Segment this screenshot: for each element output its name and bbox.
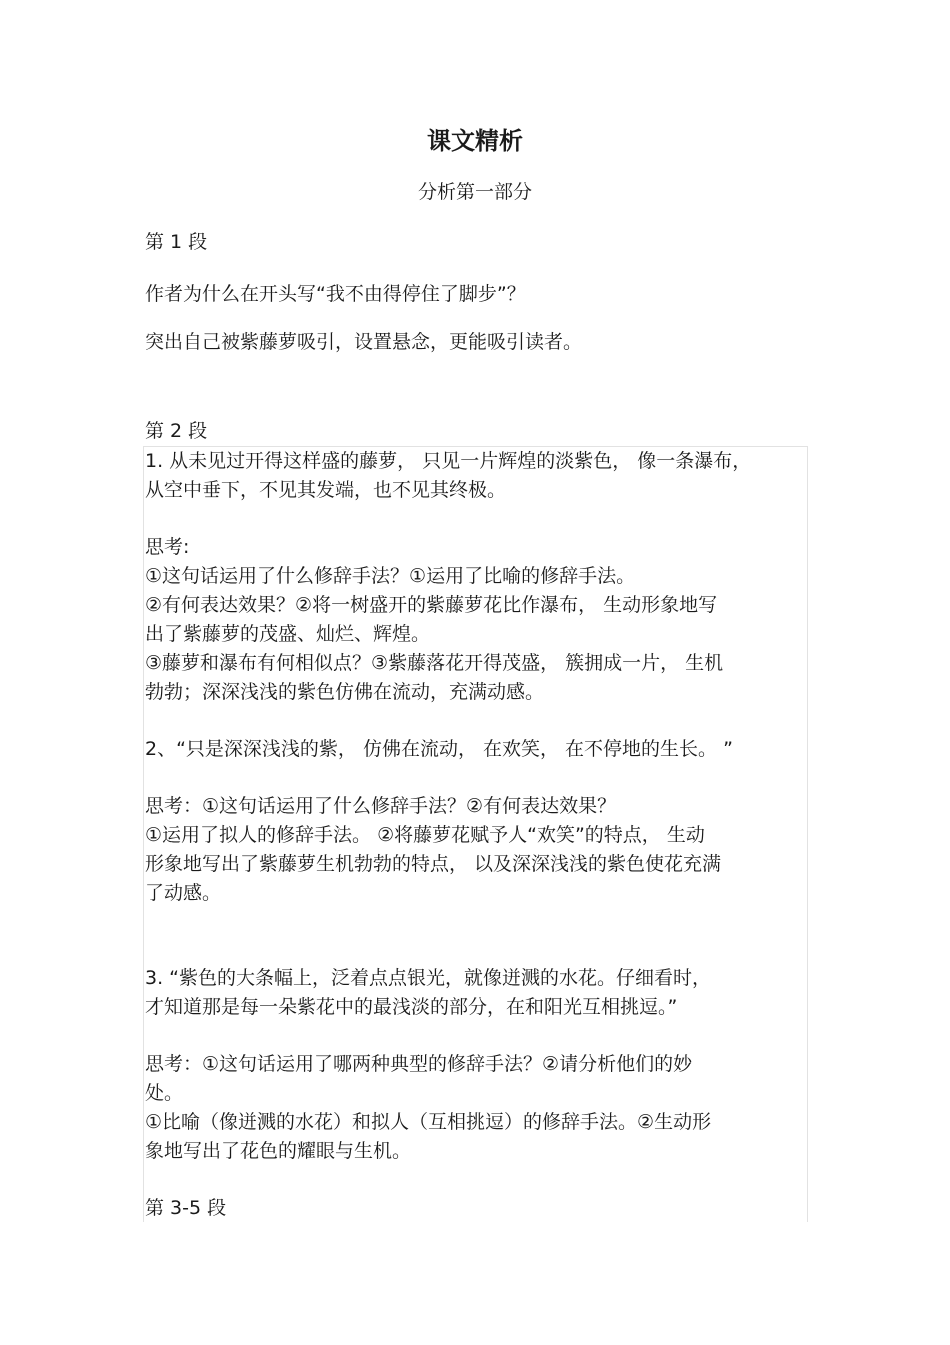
text-line: 形象地写出了紫藤萝生机勃勃的特点， 以及深深浅浅的紫色使花充满 <box>145 853 722 875</box>
text-line: ①比喻（像迸溅的水花）和拟人（互相挑逗）的修辞手法。②生动形 <box>145 1111 712 1133</box>
paragraph-1-answer: 突出自己被紫藤萝吸引，设置悬念，更能吸引读者。 <box>145 331 583 353</box>
text-line: 处。 <box>145 1082 184 1104</box>
text-line: ②有何表达效果？②将一树盛开的紫藤萝花比作瀑布， 生动形象地写 <box>145 594 718 616</box>
text-line: 出了紫藤萝的茂盛、灿烂、辉煌。 <box>145 623 431 645</box>
text-line: 从空中垂下，不见其发端，也不见其终极。 <box>145 479 507 501</box>
section-subtitle: 分析第一部分 <box>417 181 532 203</box>
text-line: 勃勃；深深浅浅的紫色仿佛在流动，充满动感。 <box>145 681 545 703</box>
text-line: 象地写出了花色的耀眼与生机。 <box>145 1140 412 1162</box>
text-line: 了动感。 <box>145 882 222 904</box>
text-line: 思考：①这句话运用了哪两种典型的修辞手法？②请分析他们的妙 <box>145 1053 693 1075</box>
paragraph-2-heading: 第 2 段 <box>145 420 208 442</box>
text-line: 1. 从未见过开得这样盛的藤萝， 只见一片辉煌的淡紫色， 像一条瀑布， <box>145 450 752 472</box>
text-line: 2、“只是深深浅浅的紫， 仿佛在流动， 在欢笑， 在不停地的生长。 ” <box>145 738 733 760</box>
text-line: ①这句话运用了什么修辞手法？①运用了比喻的修辞手法。 <box>145 565 636 587</box>
text-line: ①运用了拟人的修辞手法。 ②将藤萝花赋予人“欢笑”的特点， 生动 <box>145 824 705 846</box>
text-line: 才知道那是每一朵紫花中的最浅淡的部分，在和阳光互相挑逗。” <box>145 996 678 1018</box>
paragraph-1-heading: 第 1 段 <box>145 231 208 253</box>
text-line: 3. “紫色的大条幅上，泛着点点银光，就像迸溅的水花。仔细看时， <box>145 967 712 989</box>
text-line: 思考: <box>145 536 190 558</box>
page-title: 课文精析 <box>427 127 523 155</box>
text-line: 思考：①这句话运用了什么修辞手法？②有何表达效果？ <box>145 795 617 817</box>
paragraph-1-question: 作者为什么在开头写“我不由得停住了脚步”？ <box>145 283 526 305</box>
text-line: ③藤萝和瀑布有何相似点？③紫藤落花开得茂盛， 簇拥成一片， 生机 <box>145 652 724 674</box>
paragraph-3-heading: 第 3-5 段 <box>145 1197 227 1219</box>
